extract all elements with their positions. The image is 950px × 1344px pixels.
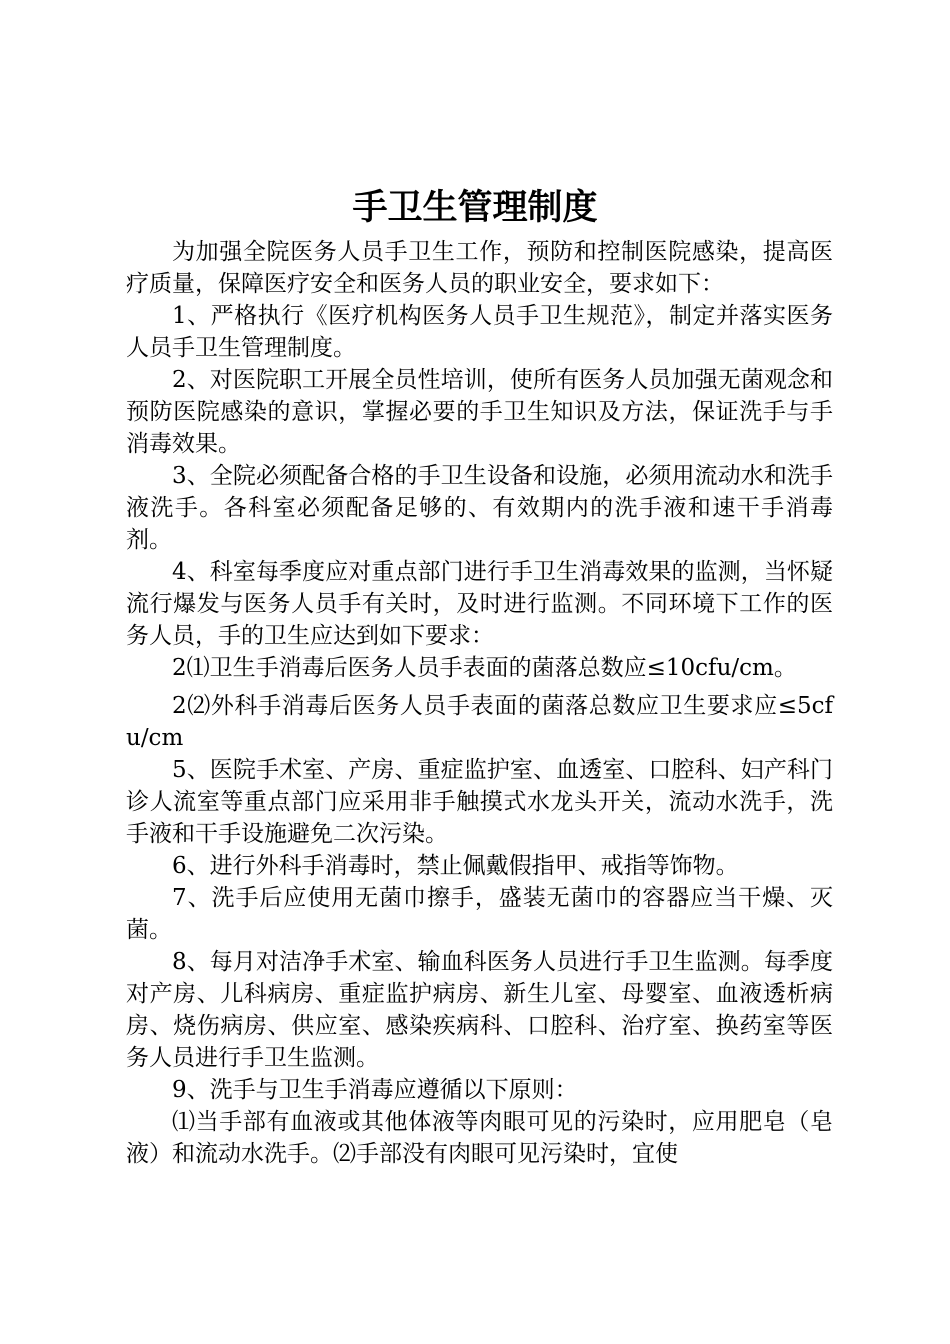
rule-4-item-1-paragraph: 2⑴卫生手消毒后医务人员手表面的菌落总数应≤10cfu/cm。	[172, 655, 797, 681]
document-body	[126, 236, 833, 1170]
rule-6-paragraph: 6、进行外科手消毒时，禁止佩戴假指甲、戒指等饰物。	[172, 853, 739, 879]
rule-2-paragraph: 2、对医院职工开展全员性培训，使所有医务人员加强无菌观念和预防医院感染的意识，掌握必要的手卫生知识及方法，保证洗手与手消毒效果。	[126, 367, 833, 457]
rule-9-paragraph: 9、洗手与卫生手消毒应遵循以下原则：	[172, 1077, 578, 1103]
rule-8-paragraph: 8、每月对洁净手术室、输血科医务人员进行手卫生监测。每季度对产房、儿科病房、重症监护病房、新生儿室、母婴室、血液透析病房、烧伤病房、供应室、感染疾病科、口腔科、治疗室、换药室等医务人员进行手卫生监测。	[126, 949, 833, 1071]
rule-1-paragraph: 1、严格执行《医疗机构医务人员手卫生规范》，制定并落实医务人员手卫生管理制度。	[126, 303, 833, 361]
intro-paragraph: 为加强全院医务人员手卫生工作，预防和控制医院感染，提高医疗质量，保障医疗安全和医务人员的职业安全，要求如下：	[126, 239, 833, 297]
document-title: 手卫生管理制度	[352, 187, 598, 228]
rule-4-item-2-paragraph: 2⑵外科手消毒后医务人员手表面的菌落总数应卫生要求应≤5cfu/cm	[126, 693, 833, 751]
rule-4-paragraph: 4、科室每季度应对重点部门进行手卫生消毒效果的监测，当怀疑流行爆发与医务人员手有关时，及时进行监测。不同环境下工作的医务人员，手的卫生应达到如下要求：	[126, 559, 833, 649]
rule-5-paragraph: 5、医院手术室、产房、重症监护室、血透室、口腔科、妇产科门诊人流室等重点部门应采用非手触摸式水龙头开关，流动水洗手，洗手液和干手设施避免二次污染。	[126, 757, 833, 847]
rule-3-paragraph: 3、全院必须配备合格的手卫生设备和设施，必须用流动水和洗手液洗手。各科室必须配备足够的、有效期内的洗手液和速干手消毒剂。	[126, 463, 833, 553]
rule-7-paragraph: 7、洗手后应使用无菌巾擦手，盛装无菌巾的容器应当干燥、灭菌。	[126, 885, 833, 943]
rule-9-principles-paragraph: ⑴当手部有血液或其他体液等肉眼可见的污染时，应用肥皂（皂液）和流动水洗手。⑵手部没有肉眼可见污染时，宜使	[126, 1109, 833, 1167]
